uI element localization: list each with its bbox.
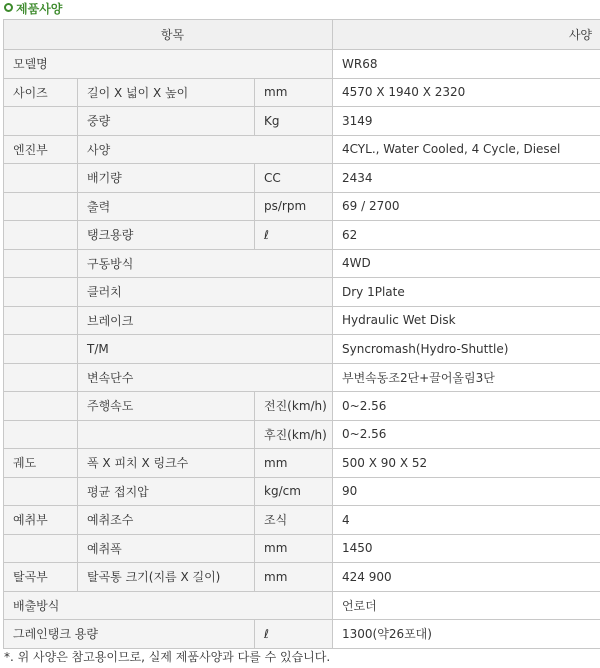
row-value: 4	[333, 506, 600, 535]
table-row	[4, 135, 600, 164]
row-label: 모델명	[4, 50, 333, 79]
row-value: Syncromash(Hydro-Shuttle)	[333, 335, 600, 364]
section-title-text: 제품사양	[16, 2, 63, 16]
row-label: 탈곡통 크기(지름 X 길이)	[78, 563, 255, 592]
table-row	[4, 278, 600, 307]
row-group	[4, 278, 78, 307]
row-label: 탱크용량	[78, 221, 255, 250]
row-label: 그레인탱크 용량	[4, 620, 255, 649]
table-row	[4, 392, 600, 421]
row-unit: 후진(km/h)	[255, 420, 333, 449]
row-group	[4, 306, 78, 335]
row-value: 부변속동조2단+끌어올림3단	[333, 363, 600, 392]
row-unit: CC	[255, 164, 333, 193]
table-row	[4, 50, 600, 79]
row-value: 1300(약26포대)	[333, 620, 600, 649]
header-spec: 사양	[333, 20, 600, 50]
row-unit: Kg	[255, 107, 333, 136]
row-unit: mm	[255, 78, 333, 107]
table-row	[4, 335, 600, 364]
row-value: 90	[333, 477, 600, 506]
table-row	[4, 107, 600, 136]
row-group	[4, 335, 78, 364]
header-item: 항목	[4, 20, 333, 50]
row-value: 4CYL., Water Cooled, 4 Cycle, Diesel	[333, 135, 600, 164]
spec-table	[3, 19, 600, 649]
row-group	[4, 363, 78, 392]
table-row	[4, 477, 600, 506]
row-group: 궤도	[4, 449, 78, 478]
row-group: 사이즈	[4, 78, 78, 107]
row-label: 클러치	[78, 278, 333, 307]
table-row	[4, 192, 600, 221]
row-value: 3149	[333, 107, 600, 136]
table-row	[4, 306, 600, 335]
row-unit: mm	[255, 563, 333, 592]
row-label: 예취폭	[78, 534, 255, 563]
row-group	[4, 192, 78, 221]
row-value: 2434	[333, 164, 600, 193]
row-label: 예취조수	[78, 506, 255, 535]
row-value: Hydraulic Wet Disk	[333, 306, 600, 335]
row-label: 출력	[78, 192, 255, 221]
footnote: *. 위 사양은 참고용이므로, 실제 제품사양과 다를 수 있습니다.	[4, 650, 331, 664]
row-group: 엔진부	[4, 135, 78, 164]
row-label: 브레이크	[78, 306, 333, 335]
row-label: 사양	[78, 135, 333, 164]
row-value: 4WD	[333, 249, 600, 278]
row-value: 0~2.56	[333, 420, 600, 449]
row-group	[4, 221, 78, 250]
row-group	[4, 420, 78, 449]
row-unit: 조식	[255, 506, 333, 535]
row-label: 길이 X 넓이 X 높이	[78, 78, 255, 107]
row-label: 배기량	[78, 164, 255, 193]
table-row	[4, 164, 600, 193]
row-value: Dry 1Plate	[333, 278, 600, 307]
row-value: 언로더	[333, 591, 600, 620]
row-group	[4, 107, 78, 136]
row-label: 주행속도	[78, 392, 255, 421]
row-group	[4, 249, 78, 278]
row-label: 평균 접지압	[78, 477, 255, 506]
row-value: 424 900	[333, 563, 600, 592]
table-row	[4, 534, 600, 563]
row-group: 탈곡부	[4, 563, 78, 592]
bullet-circle-icon	[4, 3, 13, 12]
row-unit: ℓ	[255, 221, 333, 250]
table-row	[4, 620, 600, 649]
row-group	[4, 164, 78, 193]
table-row	[4, 221, 600, 250]
row-label: 구동방식	[78, 249, 333, 278]
row-group	[4, 534, 78, 563]
row-unit: mm	[255, 449, 333, 478]
section-title	[4, 0, 62, 18]
row-unit: ℓ	[255, 620, 333, 649]
row-group	[4, 477, 78, 506]
row-value: 69 / 2700	[333, 192, 600, 221]
row-value: WR68	[333, 50, 600, 79]
row-unit: mm	[255, 534, 333, 563]
row-label: 중량	[78, 107, 255, 136]
table-row	[4, 591, 600, 620]
row-value: 500 X 90 X 52	[333, 449, 600, 478]
row-unit: ps/rpm	[255, 192, 333, 221]
table-row	[4, 363, 600, 392]
table-row	[4, 420, 600, 449]
table-row	[4, 249, 600, 278]
row-value: 1450	[333, 534, 600, 563]
row-group: 예취부	[4, 506, 78, 535]
table-row	[4, 506, 600, 535]
row-value: 4570 X 1940 X 2320	[333, 78, 600, 107]
row-unit: 전진(km/h)	[255, 392, 333, 421]
row-label: 변속단수	[78, 363, 333, 392]
table-row	[4, 78, 600, 107]
row-label: T/M	[78, 335, 333, 364]
row-label: 배출방식	[4, 591, 333, 620]
row-label: 폭 X 피치 X 링크수	[78, 449, 255, 478]
table-header-row	[4, 20, 600, 50]
row-value: 0~2.56	[333, 392, 600, 421]
table-row	[4, 449, 600, 478]
row-label	[78, 420, 255, 449]
table-row	[4, 563, 600, 592]
row-value: 62	[333, 221, 600, 250]
row-group	[4, 392, 78, 421]
row-unit: kg/cm	[255, 477, 333, 506]
